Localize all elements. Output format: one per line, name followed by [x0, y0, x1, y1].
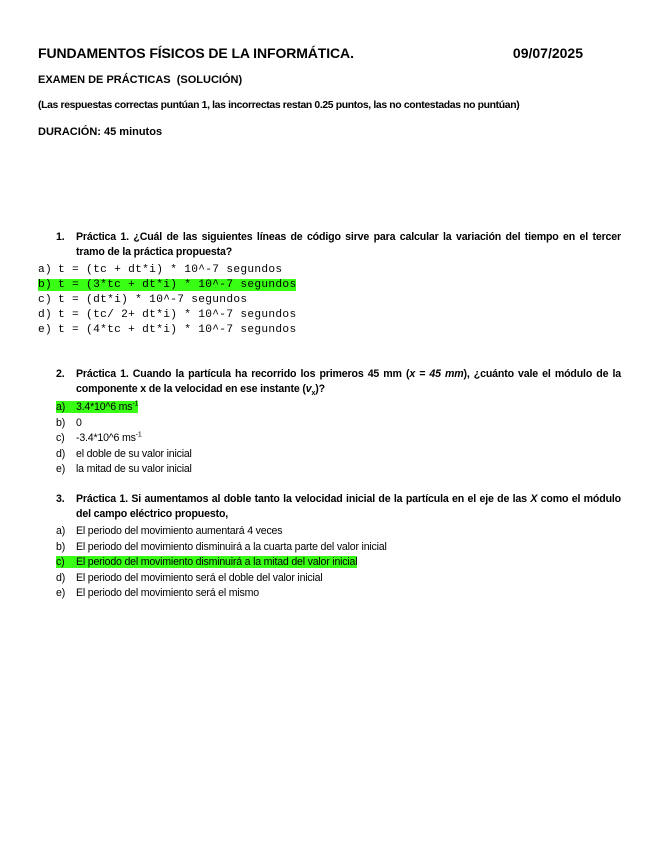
option-2b	[56, 416, 192, 432]
option-label: c)	[38, 294, 53, 306]
document-title: FUNDAMENTOS FÍSICOS DE LA INFORMÁTICA.	[38, 45, 354, 61]
option-text: t = (dt*i) * 10^-7 segundos	[58, 294, 248, 306]
question-1-text: Práctica 1. ¿Cuál de las siguientes líneas de código sirve para calcular la variación del tiempo en el tercer tramo de la práctica propuesta?	[76, 231, 621, 258]
option-label: c)	[56, 432, 65, 444]
question-2-number: 2.	[56, 368, 65, 380]
option-1d	[38, 308, 296, 323]
question-2-text-part: ), ¿cuánto vale el módulo de la componente x de la velocidad en ese instante (	[76, 368, 622, 395]
question-2-text-part: Práctica 1. Cuando la partícula ha recorrido los primeros 45 mm (	[76, 368, 410, 380]
option-label: c)	[56, 556, 65, 568]
option-2d	[56, 447, 192, 463]
option-label: b)	[38, 279, 53, 291]
option-text: 3.4*10^6 ms	[76, 401, 133, 413]
question-2-text-part: v	[305, 383, 312, 395]
option-text: El periodo del movimiento será el mismo	[76, 587, 259, 599]
option-3b	[56, 540, 387, 556]
option-2e	[56, 462, 192, 478]
question-1-number: 1.	[56, 231, 65, 243]
exam-subtitle: EXAMEN DE PRÁCTICAS (SOLUCIÓN)	[38, 74, 243, 86]
option-text: t = (tc/ 2+ dt*i) * 10^-7 segundos	[58, 309, 297, 321]
option-label: b)	[56, 416, 66, 429]
option-label: a)	[56, 525, 66, 537]
option-text: 0	[76, 416, 82, 429]
question-3-number: 3.	[56, 493, 65, 505]
option-text: El periodo del movimiento aumentará 4 veces	[76, 525, 283, 537]
option-3c-correct	[56, 555, 387, 571]
option-text: El periodo del movimiento disminuirá a la mitad del valor inicial	[76, 556, 358, 568]
option-text: el doble de su valor inicial	[76, 447, 192, 460]
option-label: d)	[56, 571, 66, 584]
question-2-text-part: x = 45 mm	[409, 368, 464, 380]
option-1e	[38, 323, 296, 338]
option-superscript: -1	[132, 400, 139, 408]
question-3-header	[56, 492, 621, 522]
question-3-text-part: Práctica 1. Si aumentamos al doble tanto la velocidad inicial de la partícula en el eje de las	[76, 493, 531, 505]
option-superscript: -1	[135, 431, 142, 439]
option-text: El periodo del movimiento disminuirá a la cuarta parte del valor inicial	[76, 540, 387, 553]
question-3-text-part: como el módulo del campo eléctrico propuesto,	[76, 493, 621, 520]
option-3e	[56, 586, 387, 602]
option-label: b)	[56, 540, 66, 553]
question-2	[56, 367, 621, 397]
question-2-text-part: x	[311, 390, 316, 398]
exam-duration: DURACIÓN: 45 minutos	[38, 126, 163, 138]
option-label: e)	[56, 587, 66, 599]
question-2-text	[76, 367, 621, 397]
option-3a	[56, 524, 387, 540]
question-1	[56, 230, 621, 260]
title-row	[38, 45, 583, 63]
option-1c	[38, 293, 296, 308]
option-2a-correct	[56, 400, 192, 416]
scoring-note: (Las respuestas correctas puntúan 1, las incorrectas restan 0.25 puntos, las no contestadas no puntúan)	[38, 100, 520, 111]
option-text: -3.4*10^6 ms	[76, 432, 136, 444]
option-label: a)	[56, 401, 66, 413]
option-text: El periodo del movimiento será el doble del valor inicial	[76, 571, 323, 584]
question-2-options	[56, 400, 192, 478]
option-label: e)	[56, 463, 66, 475]
option-label: d)	[56, 447, 66, 460]
option-1b-correct	[38, 278, 296, 293]
question-3-options	[56, 524, 387, 602]
question-2-header	[56, 367, 621, 397]
question-2-text-part: )?	[315, 383, 325, 395]
option-text: la mitad de su valor inicial	[76, 463, 192, 475]
option-label: d)	[38, 309, 53, 321]
exam-date: 09/07/2025	[512, 45, 583, 61]
option-text: t = (tc + dt*i) * 10^-7 segundos	[58, 264, 283, 276]
option-3d	[56, 571, 387, 587]
option-label: a)	[38, 264, 53, 276]
option-label: e)	[38, 324, 53, 336]
option-1a	[38, 263, 296, 278]
option-2c	[56, 431, 192, 447]
question-3-text	[76, 492, 621, 522]
option-text: t = (4*tc + dt*i) * 10^-7 segundos	[58, 324, 297, 336]
question-3	[56, 492, 621, 522]
option-text: t = (3*tc + dt*i) * 10^-7 segundos	[58, 279, 297, 291]
question-3-text-part: X	[530, 493, 538, 505]
question-1-options	[38, 263, 296, 338]
question-1-header	[56, 230, 621, 260]
